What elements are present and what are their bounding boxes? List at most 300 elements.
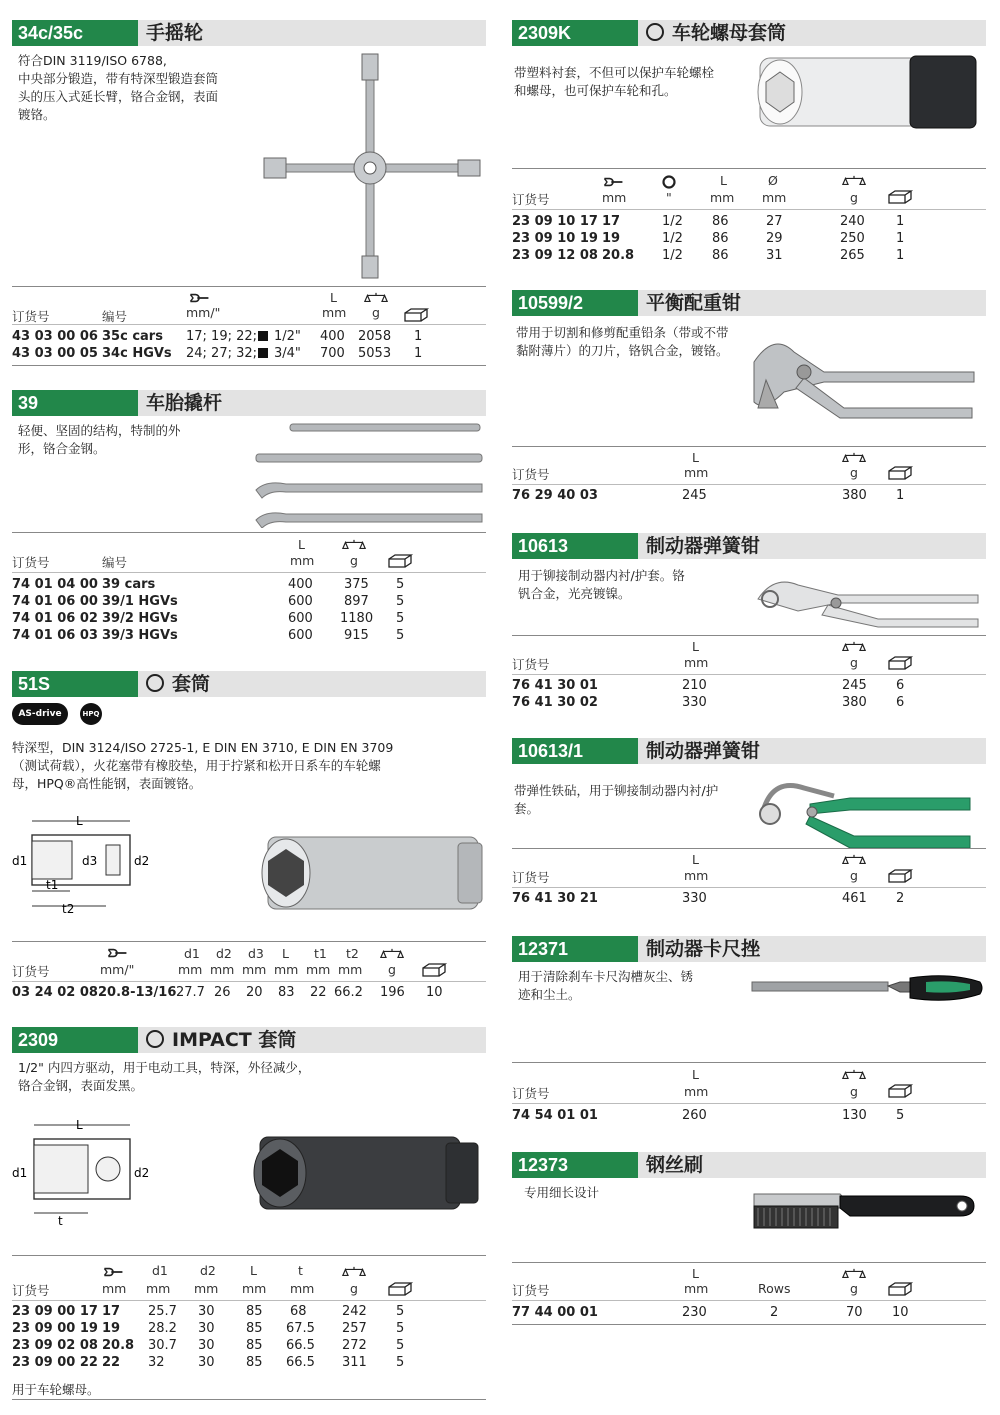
col-header-g: g xyxy=(850,655,858,670)
wheel-weight-pliers-image xyxy=(744,322,984,422)
order-number: 43 03 00 06 xyxy=(12,329,98,344)
length-value: 400 xyxy=(288,577,313,592)
square-drive-icon xyxy=(258,348,268,358)
weight-value: 5053 xyxy=(358,346,392,361)
order-number: 74 01 04 00 xyxy=(12,577,98,592)
dim-t1: t1 xyxy=(46,878,59,892)
length-value: 600 xyxy=(288,628,313,643)
col-header-rows: Rows xyxy=(758,1281,791,1296)
col-header-order: 订货号 xyxy=(12,1283,50,1298)
desc-line: 符合DIN 3119/ISO 6788, xyxy=(18,53,167,68)
product-title xyxy=(146,671,210,697)
col-header-mm: mm xyxy=(338,962,363,977)
col-header-mm: mm xyxy=(290,553,315,568)
pack-value: 6 xyxy=(896,678,905,693)
section-10613 xyxy=(512,533,986,718)
weight-value: 375 xyxy=(344,577,369,592)
socket-dimension-diagram xyxy=(12,811,162,915)
table-divider xyxy=(512,887,986,888)
hpq-badge: HPQ xyxy=(80,703,102,725)
model-number: 34c HGVs xyxy=(102,346,172,361)
length-value: 260 xyxy=(682,1108,707,1123)
product-description xyxy=(18,1059,310,1095)
table-divider xyxy=(12,1300,486,1301)
product-code: 12373 xyxy=(512,1152,638,1178)
spanner-icon xyxy=(188,292,210,304)
order-number: 76 41 30 21 xyxy=(512,891,598,906)
desc-line: 专用细长设计 xyxy=(524,1185,600,1200)
product-description xyxy=(518,567,685,603)
size-value: 17 xyxy=(602,214,621,229)
product-code: 2309K xyxy=(512,20,638,46)
desc-line: 带弹性铁砧，用于铆接制动器内衬/护 xyxy=(514,783,719,798)
col-header-mm: mm xyxy=(242,962,267,977)
product-title: 钢丝刷 xyxy=(646,1154,704,1176)
col-header-mm: mm xyxy=(322,305,347,320)
length-value: 330 xyxy=(682,695,707,710)
product-code: 34c/35c xyxy=(12,20,138,46)
scale-icon xyxy=(342,539,366,551)
scale-icon xyxy=(342,1266,366,1278)
table-divider xyxy=(512,168,986,169)
pack-value: 5 xyxy=(396,611,405,626)
section-51S xyxy=(12,671,486,1011)
order-number: 23 09 02 08 xyxy=(12,1338,98,1353)
col-header-order: 订货号 xyxy=(512,1086,550,1101)
d1-value: 27.7 xyxy=(176,985,205,1000)
box-icon xyxy=(888,1084,914,1098)
product-code: 51S xyxy=(12,671,138,697)
desc-line: （测试荷载），火花塞带有橡胶垫，用于拧紧和松开日系车的车轮螺 xyxy=(12,758,381,773)
order-number: 23 09 00 17 xyxy=(12,1304,98,1319)
product-title: 车胎撬杆 xyxy=(146,392,223,414)
weight-value: 257 xyxy=(342,1321,367,1336)
order-number: 23 09 00 19 xyxy=(12,1321,98,1336)
table-divider xyxy=(12,532,486,533)
diameter-value: 31 xyxy=(766,248,783,263)
col-header-t: t xyxy=(298,1263,303,1278)
desc-line: 黏附薄片）的刀片，铬钒合金，镀铬。 xyxy=(516,343,729,358)
box-icon xyxy=(404,308,430,322)
dim-t: t xyxy=(58,1214,63,1227)
weight-value: 380 xyxy=(842,695,867,710)
t-value: 67.5 xyxy=(286,1321,315,1336)
order-number: 23 09 12 08 xyxy=(512,248,598,263)
table-divider xyxy=(512,635,986,636)
weight-value: 265 xyxy=(840,248,865,263)
d1-value: 25.7 xyxy=(148,1304,177,1319)
scale-icon xyxy=(842,1069,866,1081)
product-title: 制动器卡尺挫 xyxy=(646,938,761,960)
product-description xyxy=(516,324,729,360)
order-number: 74 54 01 01 xyxy=(512,1108,598,1123)
desc-line: 形，铬合金钢。 xyxy=(18,441,106,456)
length-value: 85 xyxy=(246,1355,263,1370)
box-icon xyxy=(888,869,914,883)
size-value: 19 xyxy=(102,1321,121,1336)
t-value: 66.5 xyxy=(286,1355,315,1370)
table-bottom-rule xyxy=(12,1399,486,1400)
section-39 xyxy=(12,390,486,650)
product-title: 制动器弹簧钳 xyxy=(646,535,761,557)
brake-spring-pliers-image xyxy=(748,565,984,643)
product-description xyxy=(18,52,218,124)
col-header-d1: d1 xyxy=(152,1263,168,1278)
product-title-text: 车轮螺母套筒 xyxy=(672,22,787,44)
section-12373 xyxy=(512,1152,986,1332)
table-divider xyxy=(12,941,486,942)
order-number: 74 01 06 03 xyxy=(12,628,98,643)
col-header-g: g xyxy=(372,305,380,320)
dim-t2: t2 xyxy=(62,902,75,915)
drive-value: 1/2 xyxy=(662,231,683,246)
table-divider xyxy=(512,1062,986,1063)
length-value: 85 xyxy=(246,1321,263,1336)
dim-d1: d1 xyxy=(12,854,28,868)
order-number: 03 24 02 08 xyxy=(12,985,98,1000)
dim-d3: d3 xyxy=(82,854,98,868)
product-description xyxy=(12,739,393,793)
model-number: 35c cars xyxy=(102,329,163,344)
length-value: 700 xyxy=(320,346,345,361)
desc-line: 套。 xyxy=(514,801,540,816)
pack-value: 1 xyxy=(896,248,905,263)
col-header-mm: mm xyxy=(210,962,235,977)
section-34c-35c xyxy=(12,20,486,370)
col-header-g: g xyxy=(850,868,858,883)
col-header-number: 编号 xyxy=(102,555,128,570)
col-header-order: 订货号 xyxy=(12,964,50,979)
col-header-mm: mm xyxy=(306,962,331,977)
order-number: 23 09 00 22 xyxy=(12,1355,98,1370)
product-code: 10599/2 xyxy=(512,290,638,316)
col-header-g: g xyxy=(850,1281,858,1296)
pack-value: 5 xyxy=(896,1108,905,1123)
desc-line: 轻便、坚固的结构，特制的外 xyxy=(18,423,181,438)
pack-value: 5 xyxy=(396,594,405,609)
col-header-g: g xyxy=(850,190,858,205)
table-divider xyxy=(512,209,986,210)
col-header-inch: " xyxy=(666,190,672,205)
box-icon xyxy=(888,190,914,204)
desc-line: 带塑料衬套，不但可以保护车轮螺栓 xyxy=(514,65,715,80)
col-header-order: 订货号 xyxy=(512,657,550,672)
t-value: 66.5 xyxy=(286,1338,315,1353)
d1-value: 32 xyxy=(148,1355,165,1370)
pack-value: 1 xyxy=(414,346,423,361)
weight-value: 196 xyxy=(380,985,405,1000)
desc-line: 迹和尘土。 xyxy=(518,987,581,1002)
col-header-d2: d2 xyxy=(200,1263,216,1278)
wheel-nut-socket-image xyxy=(750,52,986,132)
hex-drive-icon xyxy=(646,23,664,41)
length-value: 245 xyxy=(682,488,707,503)
weight-value: 2058 xyxy=(358,329,392,344)
section-12371 xyxy=(512,936,986,1131)
col-header-g: g xyxy=(388,962,396,977)
size-value: 17 xyxy=(102,1304,121,1319)
table-divider xyxy=(12,1255,486,1256)
size-value: 20.8-13/16 xyxy=(98,985,177,1000)
table-divider xyxy=(12,981,486,982)
d2-value: 26 xyxy=(214,985,231,1000)
col-header-g: g xyxy=(350,553,358,568)
weight-value: 70 xyxy=(846,1305,863,1320)
box-icon xyxy=(388,554,414,568)
size-value: 22 xyxy=(102,1355,121,1370)
length-value: 85 xyxy=(246,1304,263,1319)
brake-spring-pliers-green-image xyxy=(750,768,984,852)
col-header-mm: mm xyxy=(602,190,627,205)
impact-socket-image xyxy=(250,1131,482,1215)
pack-value: 5 xyxy=(396,1321,405,1336)
desc-line: 带用于切割和修剪配重铅条（带或不带 xyxy=(516,325,729,340)
pack-value: 2 xyxy=(896,891,905,906)
col-header-size: mm/" xyxy=(186,305,221,320)
d2-value: 30 xyxy=(198,1321,215,1336)
pack-value: 1 xyxy=(896,488,905,503)
spanner-icon xyxy=(106,947,128,959)
col-header-mm: mm xyxy=(684,465,709,480)
col-header-mm: mm xyxy=(290,1281,315,1296)
weight-value: 1180 xyxy=(340,611,374,626)
impact-socket-dimension-diagram xyxy=(12,1115,162,1227)
section-2309 xyxy=(12,1027,486,1402)
pack-value: 1 xyxy=(896,231,905,246)
col-header-mm: mm xyxy=(242,1281,267,1296)
col-header-number: 编号 xyxy=(102,309,128,324)
weight-value: 272 xyxy=(342,1338,367,1353)
t2-value: 66.2 xyxy=(334,985,363,1000)
col-header-mm: mm xyxy=(102,1281,127,1296)
product-description xyxy=(18,422,181,458)
size-value: 24; 27; 32; xyxy=(186,346,258,361)
rows-value: 2 xyxy=(770,1305,779,1320)
box-icon xyxy=(422,963,448,977)
product-title-text: 套筒 xyxy=(172,673,211,695)
product-title-text: IMPACT 套筒 xyxy=(172,1029,297,1051)
scale-icon xyxy=(842,452,866,464)
wheel-brace-image xyxy=(262,50,484,282)
col-header-L: L xyxy=(720,173,727,188)
length-value: 86 xyxy=(712,214,729,229)
col-header-d3: d3 xyxy=(248,946,264,961)
col-header-mm: mm xyxy=(194,1281,219,1296)
col-header-order: 订货号 xyxy=(12,309,50,324)
product-description xyxy=(518,968,693,1004)
diameter-value: 29 xyxy=(766,231,783,246)
size-value: 20.8 xyxy=(102,1338,135,1353)
table-divider xyxy=(12,286,486,287)
order-number: 74 01 06 02 xyxy=(12,611,98,626)
deep-socket-image xyxy=(258,833,484,913)
product-title: 制动器弹簧钳 xyxy=(646,740,761,762)
col-header-mm: mm xyxy=(684,655,709,670)
col-header-mm: mm xyxy=(178,962,203,977)
col-header-L: L xyxy=(282,946,289,961)
d2-value: 30 xyxy=(198,1338,215,1353)
weight-value: 240 xyxy=(840,214,865,229)
col-header-d2: d2 xyxy=(216,946,232,961)
length-value: 230 xyxy=(682,1305,707,1320)
product-title: 平衡配重钳 xyxy=(646,292,742,314)
size-value: 19 xyxy=(602,231,621,246)
col-header-g: g xyxy=(850,465,858,480)
table-bottom-rule xyxy=(512,1324,986,1325)
pack-value: 10 xyxy=(426,985,443,1000)
desc-line: 特深型，DIN 3124/ISO 2725-1, E DIN EN 3710, E DIN EN 3709 xyxy=(12,740,394,755)
col-header-mm: mm xyxy=(684,1084,709,1099)
model-number: 39/1 HGVs xyxy=(102,594,178,609)
length-value: 83 xyxy=(278,985,295,1000)
size-value: 20.8 xyxy=(602,248,635,263)
section-10613-1 xyxy=(512,738,986,918)
order-number: 23 09 10 19 xyxy=(512,231,598,246)
dim-L: L xyxy=(76,1118,83,1132)
drive-value: 1/2 xyxy=(662,214,683,229)
desc-line: 头的压入式延长臂，铬合金钢，表面 xyxy=(18,89,219,104)
col-header-L: L xyxy=(250,1263,257,1278)
t-value: 68 xyxy=(290,1304,307,1319)
length-value: 86 xyxy=(712,231,729,246)
hex-drive-icon xyxy=(146,674,164,692)
drive-value: 1/2" xyxy=(274,329,301,344)
order-number: 77 44 00 01 xyxy=(512,1305,598,1320)
length-value: 330 xyxy=(682,891,707,906)
desc-line: 中央部分锻造，带有特深型锻造套筒 xyxy=(18,71,219,86)
length-value: 600 xyxy=(288,611,313,626)
col-header-mm: mm xyxy=(146,1281,171,1296)
scale-icon xyxy=(842,641,866,653)
pack-value: 5 xyxy=(396,1304,405,1319)
pack-value: 1 xyxy=(414,329,423,344)
weight-value: 897 xyxy=(344,594,369,609)
size-value: 17; 19; 22; xyxy=(186,329,258,344)
col-header-mm: mm xyxy=(684,868,709,883)
diameter-value: 27 xyxy=(766,214,783,229)
table-divider xyxy=(512,1300,986,1301)
scale-icon xyxy=(842,175,866,187)
table-divider xyxy=(12,572,486,573)
desc-line: 钒合金，光亮镀镍。 xyxy=(518,586,631,601)
length-value: 85 xyxy=(246,1338,263,1353)
table-divider xyxy=(512,1262,986,1263)
hex-drive-icon xyxy=(662,175,676,189)
col-header-t1: t1 xyxy=(314,946,327,961)
weight-value: 130 xyxy=(842,1108,867,1123)
table-bottom-rule xyxy=(12,365,486,366)
col-header-size: mm/" xyxy=(100,962,135,977)
col-header-g: g xyxy=(350,1281,358,1296)
table-footnote: 用于车轮螺母。 xyxy=(12,1382,100,1397)
col-header-diameter: Ø xyxy=(768,173,778,188)
d1-value: 30.7 xyxy=(148,1338,177,1353)
col-header-mm: mm xyxy=(710,190,735,205)
col-header-mm: mm xyxy=(274,962,299,977)
table-divider xyxy=(512,1103,986,1104)
desc-line: 和螺母，也可保护车轮和孔。 xyxy=(514,83,677,98)
box-icon xyxy=(888,656,914,670)
col-header-L: L xyxy=(298,537,305,552)
col-header-order: 订货号 xyxy=(512,870,550,885)
product-title xyxy=(646,20,786,46)
drive-value: 3/4" xyxy=(274,346,301,361)
pack-value: 10 xyxy=(892,1305,909,1320)
pack-value: 5 xyxy=(396,1338,405,1353)
desc-line: 镀铬。 xyxy=(18,107,56,122)
weight-value: 380 xyxy=(842,488,867,503)
order-number: 76 41 30 02 xyxy=(512,695,598,710)
dim-d1: d1 xyxy=(12,1166,28,1180)
square-drive-icon xyxy=(258,331,268,341)
left-column xyxy=(12,0,486,1415)
pack-value: 5 xyxy=(396,577,405,592)
product-code: 10613/1 xyxy=(512,738,638,764)
length-value: 600 xyxy=(288,594,313,609)
scale-icon xyxy=(842,1268,866,1280)
col-header-mm: mm xyxy=(762,190,787,205)
dim-L: L xyxy=(76,814,83,828)
col-header-d1: d1 xyxy=(184,946,200,961)
table-divider xyxy=(12,324,486,325)
order-number: 23 09 10 17 xyxy=(512,214,598,229)
table-divider xyxy=(512,484,986,485)
col-header-mm: mm xyxy=(684,1281,709,1296)
product-description xyxy=(514,64,714,100)
col-header-order: 订货号 xyxy=(512,192,550,207)
spanner-icon xyxy=(102,1266,124,1278)
spanner-icon xyxy=(602,176,624,188)
weight-value: 245 xyxy=(842,678,867,693)
length-value: 210 xyxy=(682,678,707,693)
box-icon xyxy=(888,466,914,480)
caliper-file-image xyxy=(750,972,984,1002)
model-number: 39/2 HGVs xyxy=(102,611,178,626)
col-header-L: L xyxy=(692,450,699,465)
wire-brush-image xyxy=(750,1184,984,1240)
order-number: 76 29 40 03 xyxy=(512,488,598,503)
length-value: 400 xyxy=(320,329,345,344)
t1-value: 22 xyxy=(310,985,327,1000)
dim-d2: d2 xyxy=(134,1166,150,1180)
product-code: 10613 xyxy=(512,533,638,559)
product-title: 手摇轮 xyxy=(146,22,204,44)
d3-value: 20 xyxy=(246,985,263,1000)
pack-value: 1 xyxy=(896,214,905,229)
col-header-L: L xyxy=(692,1266,699,1281)
col-header-order: 订货号 xyxy=(512,1283,550,1298)
col-header-order: 订货号 xyxy=(512,467,550,482)
dim-d2: d2 xyxy=(134,854,150,868)
weight-value: 461 xyxy=(842,891,867,906)
product-description xyxy=(524,1184,599,1202)
section-10599-2 xyxy=(512,290,986,515)
right-column xyxy=(512,0,986,1415)
scale-icon xyxy=(380,948,404,960)
box-icon xyxy=(888,1282,914,1296)
scale-icon xyxy=(842,854,866,866)
product-code: 2309 xyxy=(12,1027,138,1053)
product-code: 39 xyxy=(12,390,138,416)
box-icon xyxy=(388,1282,414,1296)
d2-value: 30 xyxy=(198,1304,215,1319)
table-divider xyxy=(512,848,986,849)
product-title xyxy=(146,1027,296,1053)
col-header-L: L xyxy=(692,1067,699,1082)
col-header-L: L xyxy=(692,852,699,867)
col-header-t2: t2 xyxy=(346,946,359,961)
weight-value: 242 xyxy=(342,1304,367,1319)
